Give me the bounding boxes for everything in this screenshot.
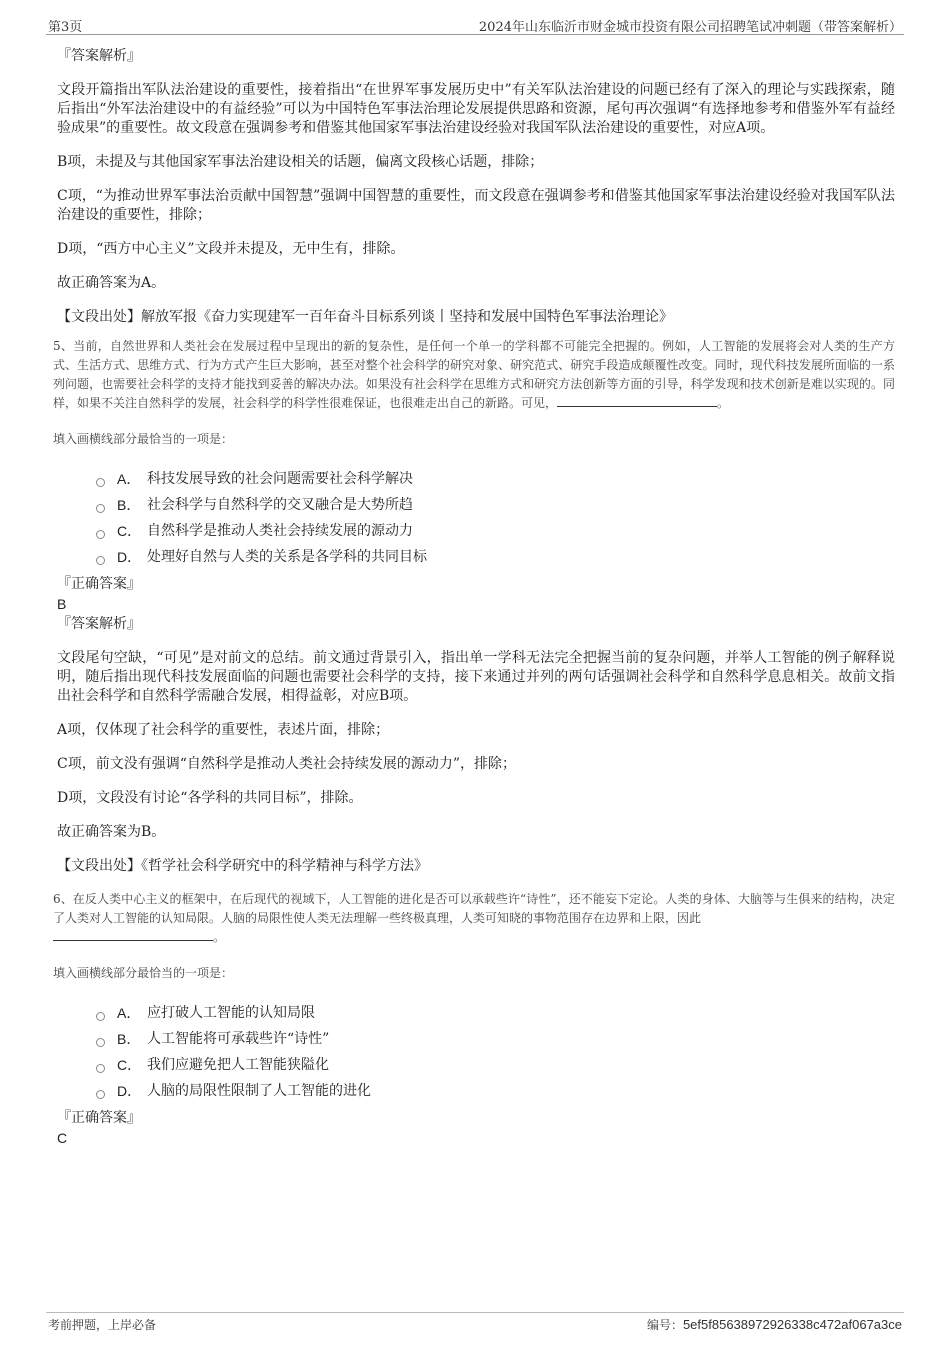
page-footer: [46, 1312, 904, 1335]
question-6: [53, 890, 895, 1148]
option-letter: D．: [117, 549, 142, 565]
q4-analysis-para: D项，“西方中心主义”文段并未提及，无中生有，排除。: [57, 241, 405, 257]
q5-option-a[interactable]: [96, 466, 895, 492]
q5-stem: [53, 337, 895, 413]
option-letter: A．: [117, 471, 141, 487]
option-text: 社会科学与自然科学的交叉融合是大势所趋: [147, 497, 413, 513]
q6-prompt: 填入画横线部分最恰当的一项是：: [53, 966, 234, 980]
radio-icon[interactable]: [96, 504, 105, 513]
q6-blank-line: [53, 928, 213, 941]
option-letter: A．: [117, 1005, 141, 1021]
q5-prompt: 填入画横线部分最恰当的一项是：: [53, 432, 234, 446]
q5-analysis-label: 『答案解析』: [57, 616, 141, 632]
q4-analysis-para: B项，未提及与其他国家军事法治建设相关的话题，偏离文段核心话题，排除；: [57, 154, 544, 170]
q6-option-c[interactable]: [96, 1052, 895, 1078]
q5-correct-value: B: [57, 596, 67, 612]
radio-icon[interactable]: [96, 530, 105, 539]
page-content: [53, 46, 895, 1148]
radio-icon[interactable]: [96, 1012, 105, 1021]
q4-analysis-label: 『答案解析』: [57, 48, 141, 64]
q4-analysis-para: C项，“为推动世界军事法治贡献中国智慧”强调中国智慧的重要性，而文段意在强调参考和借鉴其他国家军事法治建设经验对我国军队法治建设的重要性，排除；: [57, 188, 895, 223]
q6-option-a[interactable]: [96, 1000, 895, 1026]
document-title: 2024年山东临沂市财金城市投资有限公司招聘笔试冲刺题（带答案解析）: [478, 20, 902, 35]
q5-options: [96, 466, 895, 570]
q5-analysis-para: D项，文段没有讨论“各学科的共同目标”，排除。: [57, 790, 363, 806]
code-value: 5ef5f85638972926338c472af067a3ce: [682, 1317, 902, 1332]
q5-source: 【文段出处】《哲学社会科学研究中的科学精神与科学方法》: [57, 858, 428, 874]
q6-correct-label: 『正确答案』: [57, 1110, 141, 1126]
question-5: [53, 337, 895, 876]
option-letter: C．: [117, 1057, 142, 1073]
q6-stem-text: 6、在反人类中心主义的框架中，在后现代的视域下，人工智能的进化是否可以承载些许“诗性”，还不能妄下定论。人类的身体、大脑等与生俱来的结构，决定了人类对人工智能的认知局限。人脑的局限性使人类无法理解一些终极真理，人类可知晓的事物范围存在边界和上限，因此: [53, 892, 895, 925]
q4-analysis-para: 故正确答案为A。: [57, 275, 166, 291]
radio-icon[interactable]: [96, 1090, 105, 1099]
radio-icon[interactable]: [96, 478, 105, 487]
option-text: 应打破人工智能的认知局限: [147, 1005, 315, 1021]
q5-analysis-para: A项，仅体现了社会科学的重要性，表述片面，排除；: [57, 722, 390, 738]
option-text: 人工智能将可承载些许“诗性”: [147, 1031, 330, 1047]
option-text: 科技发展导致的社会问题需要社会科学解决: [147, 471, 413, 487]
q5-blank-line: [557, 394, 717, 407]
option-letter: B．: [117, 497, 141, 513]
q4-analysis-section: [57, 46, 895, 327]
page-number: 第3页: [48, 20, 83, 35]
q5-analysis-para: C项，前文没有强调“自然科学是推动人类社会持续发展的源动力”，排除；: [57, 756, 517, 772]
radio-icon[interactable]: [96, 556, 105, 565]
option-letter: B．: [117, 1031, 141, 1047]
q6-stem-end: 。: [213, 930, 226, 944]
option-text: 我们应避免把人工智能狭隘化: [147, 1057, 329, 1073]
option-text: 人脑的局限性限制了人工智能的进化: [147, 1083, 371, 1099]
q6-options: [96, 1000, 895, 1104]
q5-stem-text: 5、当前，自然世界和人类社会在发展过程中呈现出的新的复杂性，是任何一个单一的学科都不可能完全把握的。例如，人工智能的发展将会对人类的生产方式、生活方式、思维方式、行为方式产生巨大影响，甚至对整个社会科学的研究对象、研究范式、研究手段造成颠覆性改变。同时，现代科技发展所面临的一系列问题，也需要社会科学的支持才能找到妥善的解决办法。如果没有社会科学在思维方式和研究方法创新等方面的引导，科学发现和技术创新是难以实现的。同样，如果不关注自然科学的发展，社会科学的科学性很难保证，也很难走出自己的新路。可见，: [53, 339, 895, 410]
q4-analysis-para: 文段开篇指出军队法治建设的重要性，接着指出“在世界军事发展历史中”有关军队法治建设的问题已经有了深入的理论与实践探索，随后指出“外军法治建设中的有益经验”可以为中国特色军事法治理论发展提供思路和资源，尾句再次强调“有选择地参考和借鉴外军有益经验成果”的重要性。故文段意在强调参考和借鉴其他国家军事法治建设经验对我国军队法治建设的重要性，对应A项。: [57, 82, 895, 136]
option-letter: C．: [117, 523, 142, 539]
q6-option-d[interactable]: [96, 1078, 895, 1104]
option-letter: D．: [117, 1083, 142, 1099]
option-text: 自然科学是推动人类社会持续发展的源动力: [147, 523, 413, 539]
radio-icon[interactable]: [96, 1038, 105, 1047]
q6-correct-value: C: [57, 1130, 68, 1146]
footer-slogan: 考前押题，上岸必备: [48, 1318, 157, 1332]
q6-stem: [53, 890, 895, 947]
q5-correct-label: 『正确答案』: [57, 576, 141, 592]
q5-stem-end: 。: [717, 396, 730, 410]
q5-option-c[interactable]: [96, 518, 895, 544]
q6-option-b[interactable]: [96, 1026, 895, 1052]
radio-icon[interactable]: [96, 1064, 105, 1073]
q5-option-d[interactable]: [96, 544, 895, 570]
option-text: 处理好自然与人类的关系是各学科的共同目标: [147, 549, 427, 565]
q4-source: 【文段出处】解放军报《奋力实现建军一百年奋斗目标系列谈丨坚持和发展中国特色军事法治理论》: [57, 309, 673, 325]
code-label: 编号：: [646, 1318, 683, 1332]
q5-analysis-para: 故正确答案为B。: [57, 824, 166, 840]
page-header: [46, 14, 904, 35]
document-code: [647, 1316, 902, 1333]
q5-analysis-para: 文段尾句空缺，“可见”是对前文的总结。前文通过背景引入，指出单一学科无法完全把握当前的复杂问题，并举人工智能的例子解释说明，随后指出现代科技发展面临的问题也需要社会科学的支持，接下来通过并列的两句话强调社会科学和自然科学息息相关。故前文指出社会科学和自然科学需融合发展，相得益彰，对应B项。: [57, 650, 895, 704]
q5-option-b[interactable]: [96, 492, 895, 518]
